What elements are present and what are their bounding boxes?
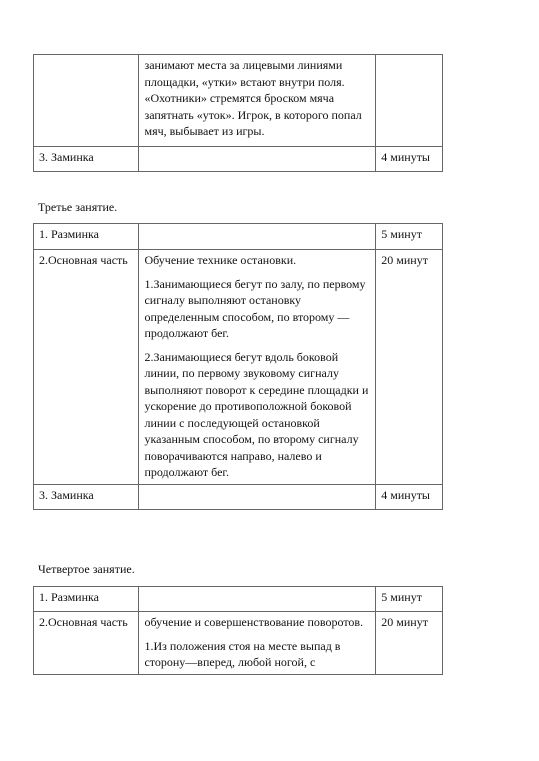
content-cell <box>139 587 376 612</box>
time-cell <box>376 55 443 147</box>
content-cell <box>139 250 376 485</box>
content-cell <box>139 224 376 250</box>
time-cell: 5 минут <box>376 587 443 612</box>
part-cell <box>34 55 139 147</box>
table-row <box>34 250 443 485</box>
table-row <box>34 587 443 612</box>
content-paragraph: обучение и совершенствование поворотов. <box>144 615 364 629</box>
content-paragraph: 2.Занимающиеся бегут вдоль боковой линии, по первому звуковому сигналу выполняют поворот к середине площадки и ускорение до противоположной боковой линии с последующей остановкой указанным способом, по второму сигналу поворачиваются направо, налево и продолжают бег. <box>144 349 369 479</box>
part-cell: 2.Основная часть <box>34 250 139 485</box>
part-cell: 3. Заминка <box>34 484 139 509</box>
part-cell: 2.Основная часть <box>34 612 139 675</box>
content-paragraph: 1.Из положения стоя на месте выпад в сторону—вперед, любой ногой, с <box>144 638 341 669</box>
time-cell: 5 минут <box>376 224 443 250</box>
table-row <box>34 224 443 250</box>
table-row <box>34 55 443 147</box>
table-row <box>34 612 443 675</box>
content-cell <box>139 147 376 172</box>
content-paragraph: Обучение технике остановки. <box>144 253 297 267</box>
part-cell: 1. Разминка <box>34 587 139 612</box>
table-row <box>34 484 443 509</box>
lesson-table-4 <box>33 586 443 675</box>
lesson-heading-third: Третье занятие. <box>38 200 118 214</box>
part-cell: 1. Разминка <box>34 224 139 250</box>
time-cell: 4 минуты <box>376 147 443 172</box>
lesson-table-3 <box>33 223 443 510</box>
lesson-heading-fourth: Четвертое занятие. <box>38 562 135 576</box>
time-cell: 20 минут <box>376 612 443 675</box>
content-cell <box>139 612 376 675</box>
table-row <box>34 147 443 172</box>
time-cell: 4 минуты <box>376 484 443 509</box>
part-cell: 3. Заминка <box>34 147 139 172</box>
content-paragraph: 1.Занимающиеся бегут по залу, по первому сигналу выполняют остановку определенным способом, по второму — продолжают бег. <box>144 276 366 340</box>
content-paragraph: занимают места за лицевыми линиями площадки, «утки» встают внутри поля. «Охотники» стремятся броском мяча запятнать «уток». Игрок, в которого попал мяч, выбывает из игры. <box>144 58 362 138</box>
content-cell <box>139 484 376 509</box>
lesson-table-2-continued <box>33 54 443 172</box>
content-cell <box>139 55 376 147</box>
time-cell: 20 минут <box>376 250 443 485</box>
